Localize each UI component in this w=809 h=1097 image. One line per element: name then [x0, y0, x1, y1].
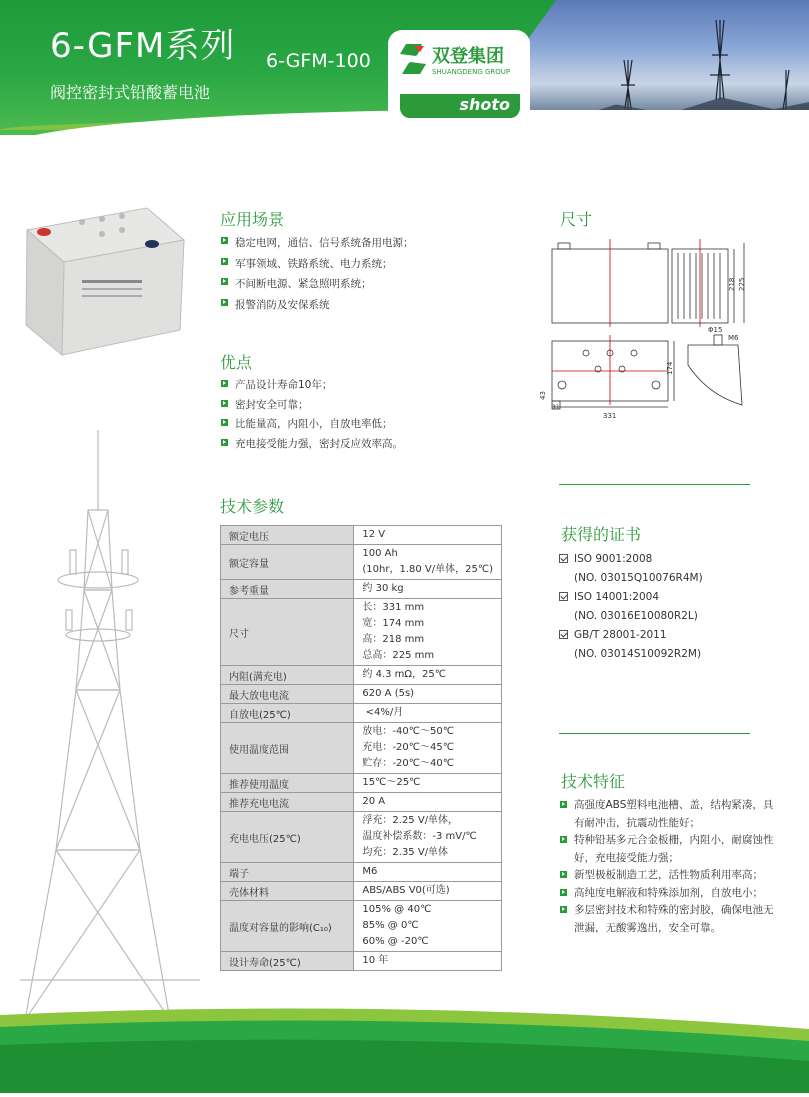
dim-label-174: 174 [666, 361, 674, 375]
spec-value-line: 85% @ 0℃ [362, 920, 419, 931]
certificate-number: (NO. 03014S10092R2M) [574, 648, 702, 660]
spec-key: 尺寸 [221, 599, 354, 666]
company-logo [388, 30, 530, 126]
spec-value [354, 793, 502, 812]
spec-key: 额定容量 [221, 545, 354, 580]
spec-value-line: 105% @ 40℃ [362, 904, 432, 915]
features-list [559, 797, 774, 937]
spec-table [220, 525, 502, 971]
spec-value-line: 60% @ -20℃ [362, 936, 429, 947]
list-item: 产品设计寿命10年； [220, 376, 403, 396]
spec-key: 推荐使用温度 [221, 774, 354, 793]
spec-value-line: 充电：-20℃～45℃ [362, 742, 454, 753]
table-row [221, 599, 502, 666]
spec-value-line: 10 年 [362, 955, 389, 966]
list-item: 比能量高，内阻小，自放电率低； [220, 415, 403, 435]
spec-value-line: (10hr，1.80 V/单体，25℃) [362, 564, 493, 575]
spec-value [354, 545, 502, 580]
table-row [221, 952, 502, 971]
certificates-list [559, 550, 703, 664]
spec-value-line: 约 30 kg [362, 583, 404, 594]
features-title: 技术特征 [561, 772, 626, 791]
spec-value-line: 浮充：2.25 V/单体， [362, 815, 459, 826]
table-row [221, 774, 502, 793]
list-item: 不间断电源、紧急照明系统； [220, 274, 414, 295]
check-icon [559, 630, 568, 639]
dim-label-31: 31 [552, 404, 560, 411]
certificate-item [559, 626, 703, 645]
spec-value [354, 952, 502, 971]
model-number: 6-GFM-100 [266, 50, 371, 72]
advantages-title: 优点 [220, 353, 253, 372]
dim-label-43: 43 [539, 391, 547, 400]
table-row [221, 901, 502, 952]
logo-english-name: SHUANGDENG GROUP [432, 68, 511, 76]
spec-key: 使用温度范围 [221, 723, 354, 774]
certificate-name: ISO 14001:2004 [574, 591, 660, 603]
table-row [221, 882, 502, 901]
spec-key: 设计寿命(25℃) [221, 952, 354, 971]
spec-value-line: 12 V [362, 529, 386, 540]
table-row [221, 863, 502, 882]
advantages-list [220, 376, 403, 454]
list-item: 新型极板制造工艺，活性物质利用率高； [559, 867, 774, 885]
dim-label-phi15: Φ15 [708, 326, 723, 334]
certificate-name: ISO 9001:2008 [574, 553, 653, 565]
spec-value-line: 约 4.3 mΩ，25℃ [362, 669, 447, 680]
page-title: 6-GFM系列 [50, 26, 236, 66]
check-icon [559, 592, 568, 601]
certificate-number: (NO. 03015Q10076R4M) [574, 572, 703, 584]
spec-value-line: 温度补偿系数：-3 mV/℃ [362, 831, 477, 842]
spec-value [354, 901, 502, 952]
certificate-number: (NO. 03016E10080R2L) [574, 610, 698, 622]
spec-key: 端子 [221, 863, 354, 882]
spec-value-line: 放电：-40℃～50℃ [362, 726, 454, 737]
dim-label-225: 225 [738, 277, 746, 291]
spec-value [354, 723, 502, 774]
spec-value [354, 882, 502, 901]
spec-key: 自放电(25℃) [221, 704, 354, 723]
spec-value [354, 812, 502, 863]
list-item: 高强度ABS塑料电池槽、盖，结构紧凑，具有耐冲击，抗震动性能好； [559, 797, 774, 832]
list-item: 多层密封技术和特殊的密封胶，确保电池无泄漏，无酸雾逸出，安全可靠。 [559, 902, 774, 937]
spec-key: 壳体材料 [221, 882, 354, 901]
spec-value-line: 总高：225 mm [362, 650, 435, 661]
dim-label-218: 218 [728, 277, 736, 291]
spec-value-line: M6 [362, 866, 378, 877]
table-row [221, 723, 502, 774]
check-icon [559, 554, 568, 563]
logo-brand-bar [400, 94, 520, 118]
list-item: 稳定电网，通信、信号系统备用电源； [220, 233, 414, 254]
spec-value [354, 580, 502, 599]
spec-value-line: 长：331 mm [362, 602, 425, 613]
spec-value [354, 685, 502, 704]
spec-value-line: 宽：174 mm [362, 618, 425, 629]
spec-value [354, 526, 502, 545]
spec-key: 充电电压(25℃) [221, 812, 354, 863]
certificate-name: GB/T 28001-2011 [574, 629, 667, 641]
spec-value-line: <4%/月 [362, 707, 404, 718]
footer-green-wave [0, 1005, 809, 1093]
spec-value-line: 高：218 mm [362, 634, 425, 645]
divider [559, 484, 750, 485]
spec-value-line: ABS/ABS V0(可选) [362, 885, 450, 896]
logo-chinese-name: 双登集团 [432, 46, 504, 67]
spec-key: 温度对容量的影响(C₁₀) [221, 901, 354, 952]
spec-key: 额定电压 [221, 526, 354, 545]
table-row [221, 666, 502, 685]
battery-product-image [22, 200, 187, 360]
logo-brand: shoto [459, 95, 510, 114]
dimension-drawing [539, 235, 758, 425]
certificate-item [559, 588, 703, 607]
spec-value [354, 863, 502, 882]
table-row [221, 580, 502, 599]
spec-value-line: 100 Ah [362, 548, 398, 559]
spec-value [354, 704, 502, 723]
spec-value [354, 666, 502, 685]
applications-list [220, 233, 414, 315]
dim-label-m6: M6 [728, 334, 739, 342]
list-item: 充电接受能力强，密封反应效率高。 [220, 435, 403, 455]
table-row [221, 793, 502, 812]
table-row [221, 704, 502, 723]
spec-key: 参考重量 [221, 580, 354, 599]
spec-value [354, 774, 502, 793]
list-item: 高纯度电解液和特殊添加剂，自放电小； [559, 885, 774, 903]
spec-key: 最大放电电流 [221, 685, 354, 704]
spec-key: 推荐充电电流 [221, 793, 354, 812]
table-row [221, 685, 502, 704]
specs-title: 技术参数 [220, 497, 285, 516]
header-banner [0, 0, 809, 150]
dim-label-331: 331 [603, 412, 617, 420]
certificate-item [559, 550, 703, 569]
dimensions-title: 尺寸 [560, 210, 593, 229]
telecom-tower-graphic [0, 420, 200, 1020]
spec-value-line: 20 A [362, 796, 386, 807]
certificates-title: 获得的证书 [561, 525, 642, 544]
list-item: 报警消防及安保系统 [220, 295, 414, 316]
divider [559, 733, 750, 734]
table-row [221, 545, 502, 580]
applications-title: 应用场景 [220, 210, 285, 229]
table-row [221, 812, 502, 863]
spec-value-line: 贮存：-20℃～40℃ [362, 758, 454, 769]
list-item: 军事领域、铁路系统、电力系统； [220, 254, 414, 275]
list-item: 特种铅基多元合金板栅，内阻小，耐腐蚀性好，充电接受能力强； [559, 832, 774, 867]
spec-value [354, 599, 502, 666]
spec-value-line: 620 A (5s) [362, 688, 415, 699]
spec-value-line: 均充：2.35 V/单体 [362, 847, 449, 858]
spec-key: 内阻(满充电) [221, 666, 354, 685]
logo-s-icon [398, 42, 428, 83]
table-row [221, 526, 502, 545]
page-subtitle: 阀控密封式铅酸蓄电池 [50, 83, 211, 102]
spec-value-line: 15℃～25℃ [362, 777, 421, 788]
list-item: 密封安全可靠； [220, 396, 403, 416]
